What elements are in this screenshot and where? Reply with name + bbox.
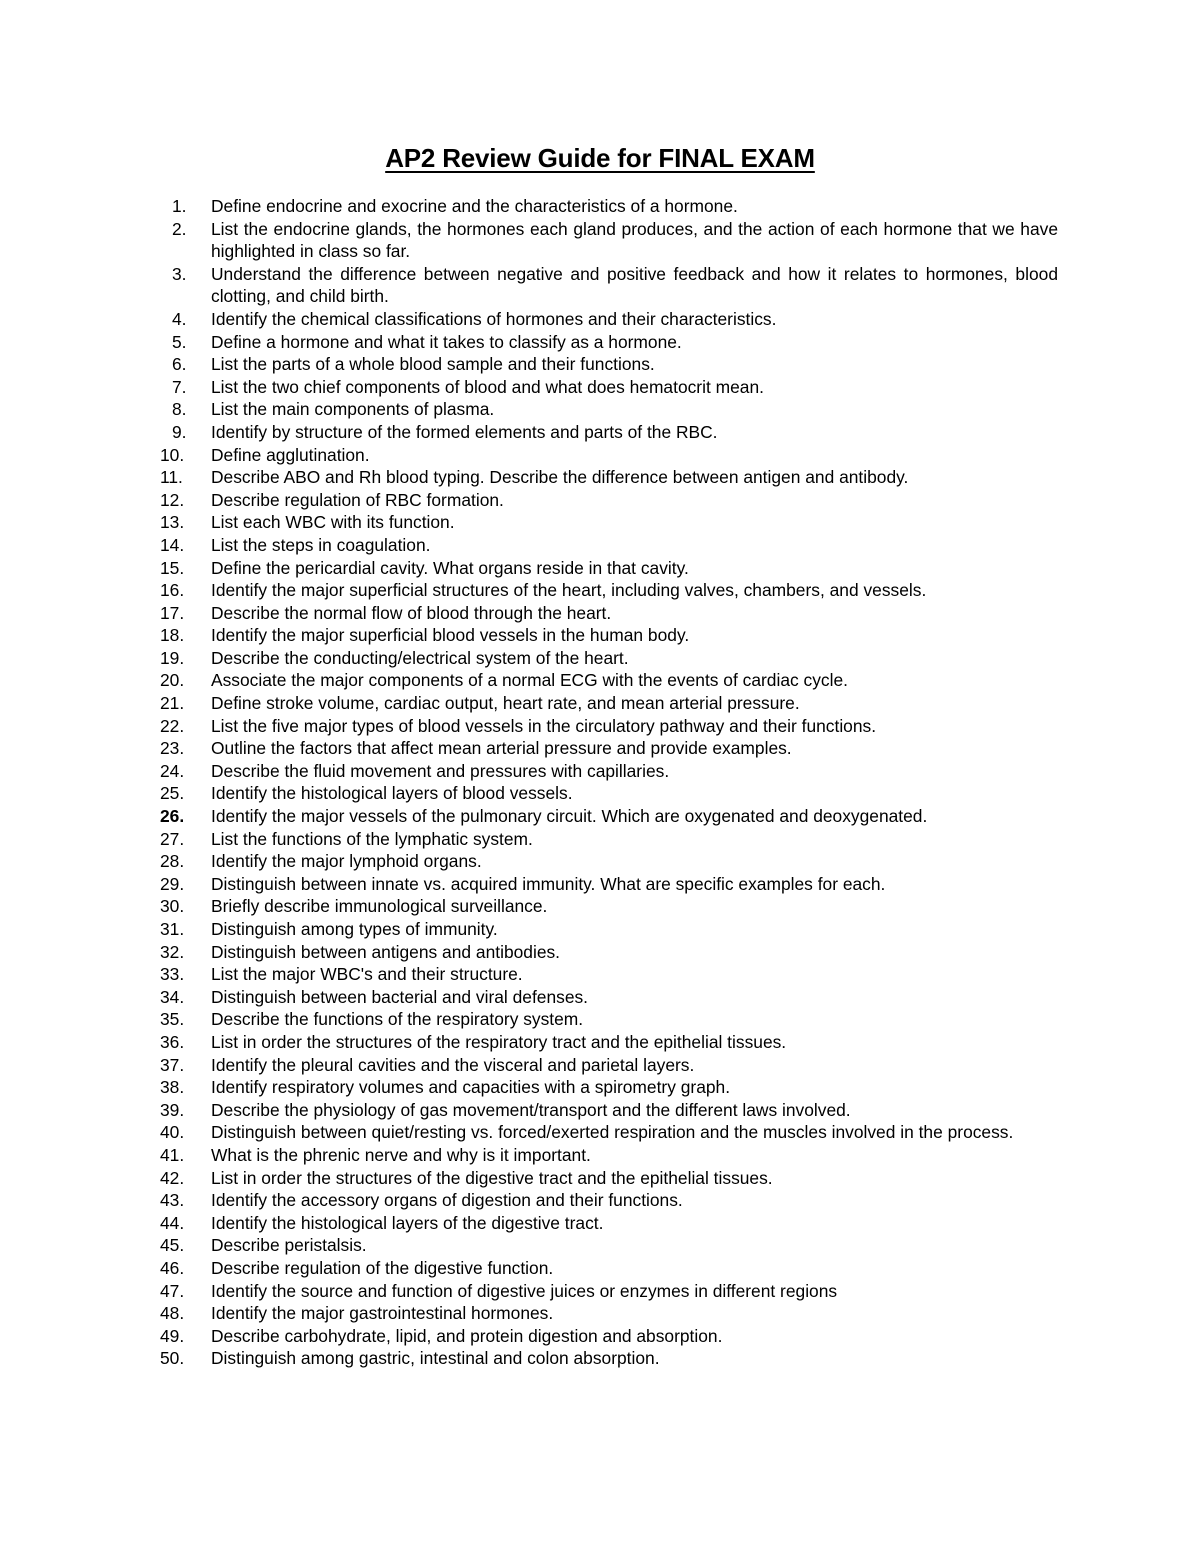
- list-item: [160, 195, 1058, 218]
- item-text: Identify the major superficial structures of the heart, including valves, chambers, and vessels.: [211, 580, 927, 601]
- list-item: [160, 737, 1058, 760]
- list-item: [160, 218, 1058, 263]
- item-number: 17.: [160, 602, 185, 623]
- list-item: [160, 579, 1058, 602]
- item-number: 1.: [172, 196, 187, 216]
- list-item: [160, 624, 1058, 647]
- item-text: Distinguish between quiet/resting vs. forced/exerted respiration and the muscles involved in the process.: [211, 1122, 1014, 1143]
- item-number: 30.: [160, 896, 185, 917]
- list-item: [160, 466, 1058, 489]
- list-item: [160, 715, 1058, 738]
- list-item: [160, 1257, 1058, 1280]
- item-text: List in order the structures of the digestive tract and the epithelial tissues.: [211, 1167, 773, 1188]
- item-text: Define agglutination.: [211, 444, 370, 465]
- list-item: [160, 1031, 1058, 1054]
- item-number: 28.: [160, 851, 185, 872]
- item-number: 45.: [160, 1235, 185, 1256]
- list-item: [160, 353, 1058, 376]
- item-number: 47.: [160, 1280, 185, 1301]
- item-number: 12.: [160, 489, 185, 510]
- item-number: 23.: [160, 738, 185, 759]
- item-number: 22.: [160, 715, 185, 736]
- list-item: [160, 918, 1058, 941]
- item-number: 24.: [160, 760, 185, 781]
- item-text: Identify the major superficial blood vessels in the human body.: [211, 625, 690, 646]
- list-item: [160, 1144, 1058, 1167]
- list-item: [160, 1099, 1058, 1122]
- item-text: Briefly describe immunological surveillance.: [211, 896, 548, 917]
- item-number: 50.: [160, 1348, 185, 1369]
- list-item: [160, 986, 1058, 1009]
- list-item: [160, 511, 1058, 534]
- item-number: 33.: [160, 964, 185, 985]
- item-number: 46.: [160, 1257, 185, 1278]
- item-text: List the five major types of blood vessels in the circulatory pathway and their functions.: [211, 715, 877, 736]
- list-item: [160, 557, 1058, 580]
- list-item: [160, 963, 1058, 986]
- item-number: 9.: [172, 421, 187, 442]
- item-number: 20.: [160, 670, 185, 691]
- item-text: Define the pericardial cavity. What organs reside in that cavity.: [211, 557, 689, 578]
- item-number: 4.: [172, 308, 187, 329]
- item-text: Describe the fluid movement and pressures with capillaries.: [211, 760, 670, 781]
- item-number: 27.: [160, 828, 185, 849]
- item-number: 49.: [160, 1325, 185, 1346]
- list-item: [160, 1008, 1058, 1031]
- item-number: 25.: [160, 783, 185, 804]
- item-number: 38.: [160, 1077, 185, 1098]
- item-text: Identify the chemical classifications of hormones and their characteristics.: [211, 308, 777, 329]
- item-number: 5.: [172, 331, 187, 352]
- item-text: Identify the major lymphoid organs.: [211, 851, 482, 872]
- item-text: Identify the histological layers of blood vessels.: [211, 783, 573, 804]
- item-number: 16.: [160, 580, 185, 601]
- item-text: Identify by structure of the formed elements and parts of the RBC.: [211, 421, 718, 442]
- item-text: Distinguish between innate vs. acquired immunity. What are specific examples for each.: [211, 873, 886, 894]
- item-number: 26.: [160, 806, 185, 827]
- list-item: [160, 263, 1058, 308]
- list-item: [160, 308, 1058, 331]
- item-text: Identify respiratory volumes and capacities with a spirometry graph.: [211, 1077, 731, 1098]
- item-number: 2.: [172, 218, 187, 239]
- item-number: 40.: [160, 1122, 185, 1143]
- list-item: [160, 760, 1058, 783]
- item-text: List the endocrine glands, the hormones each gland produces, and the action of each hormone that we have highlighted in class so far.: [211, 218, 1058, 262]
- item-number: 11.: [160, 467, 183, 488]
- item-number: 15.: [160, 557, 185, 578]
- list-item: [160, 647, 1058, 670]
- item-number: 19.: [160, 647, 185, 668]
- item-text: Distinguish between bacterial and viral defenses.: [211, 986, 589, 1007]
- list-item: [160, 1212, 1058, 1235]
- item-text: List the steps in coagulation.: [211, 534, 431, 555]
- item-number: 41.: [160, 1144, 185, 1165]
- list-item: [160, 1280, 1058, 1303]
- item-text: Identify the source and function of digestive juices or enzymes in different regions: [211, 1280, 838, 1301]
- item-number: 13.: [160, 512, 185, 533]
- item-number: 6.: [172, 354, 187, 375]
- item-text: List each WBC with its function.: [211, 512, 455, 533]
- item-text: Identify the accessory organs of digestion and their functions.: [211, 1190, 683, 1211]
- item-text: Distinguish among types of immunity.: [211, 919, 498, 939]
- item-text: Identify the major gastrointestinal hormones.: [211, 1303, 554, 1324]
- list-item: [160, 331, 1058, 354]
- item-number: 8.: [172, 399, 187, 420]
- item-text: Describe the normal flow of blood through the heart.: [211, 602, 612, 623]
- item-text: List the two chief components of blood and what does hematocrit mean.: [211, 376, 764, 397]
- item-number: 48.: [160, 1303, 185, 1324]
- list-item: [160, 398, 1058, 421]
- item-text: List in order the structures of the respiratory tract and the epithelial tissues.: [211, 1031, 787, 1052]
- item-text: Describe regulation of RBC formation.: [211, 489, 504, 510]
- item-text: Describe the functions of the respiratory system.: [211, 1009, 584, 1030]
- item-text: Describe regulation of the digestive function.: [211, 1257, 554, 1278]
- item-number: 42.: [160, 1167, 185, 1188]
- list-item: [160, 1189, 1058, 1212]
- item-text: Describe peristalsis.: [211, 1235, 367, 1256]
- list-item: [160, 376, 1058, 399]
- item-text: Identify the major vessels of the pulmonary circuit. Which are oxygenated and deoxygenated.: [211, 806, 928, 827]
- item-text: Identify the pleural cavities and the visceral and parietal layers.: [211, 1054, 695, 1075]
- list-item: [160, 1054, 1058, 1077]
- list-item: [160, 895, 1058, 918]
- item-number: 35.: [160, 1009, 185, 1030]
- list-item: [160, 1325, 1058, 1348]
- item-text: List the functions of the lymphatic system.: [211, 828, 533, 849]
- item-text: List the major WBC's and their structure.: [211, 964, 523, 985]
- list-item: [160, 1076, 1058, 1099]
- item-text: Describe the conducting/electrical system of the heart.: [211, 647, 629, 668]
- item-number: 14.: [160, 534, 185, 555]
- item-number: 36.: [160, 1031, 185, 1052]
- item-number: 18.: [160, 625, 185, 646]
- item-text: Describe carbohydrate, lipid, and protein digestion and absorption.: [211, 1325, 723, 1346]
- item-text: List the main components of plasma.: [211, 399, 495, 420]
- item-number: 43.: [160, 1190, 185, 1211]
- list-item: [160, 1347, 1058, 1370]
- list-item: [160, 1121, 1058, 1144]
- item-text: Associate the major components of a normal ECG with the events of cardiac cycle.: [211, 670, 848, 691]
- item-number: 29.: [160, 873, 185, 894]
- list-item: [160, 782, 1058, 805]
- list-item: [160, 1234, 1058, 1257]
- list-item: [160, 805, 1058, 828]
- review-question-list: [160, 195, 1058, 1370]
- item-text: Identify the histological layers of the digestive tract.: [211, 1212, 604, 1233]
- list-item: [160, 1167, 1058, 1190]
- item-text: Define endocrine and exocrine and the characteristics of a hormone.: [211, 196, 738, 216]
- item-text: Outline the factors that affect mean arterial pressure and provide examples.: [211, 738, 792, 759]
- item-text: Describe ABO and Rh blood typing. Describe the difference between antigen and antibody.: [211, 467, 909, 488]
- item-text: Distinguish among gastric, intestinal and colon absorption.: [211, 1348, 660, 1369]
- item-text: List the parts of a whole blood sample and their functions.: [211, 354, 655, 375]
- item-text: Define stroke volume, cardiac output, heart rate, and mean arterial pressure.: [211, 693, 800, 714]
- page-title: AP2 Review Guide for FINAL EXAM: [385, 143, 815, 173]
- list-item: [160, 602, 1058, 625]
- item-number: 37.: [160, 1054, 185, 1075]
- item-text: Define a hormone and what it takes to classify as a hormone.: [211, 331, 682, 352]
- list-item: [160, 828, 1058, 851]
- list-item: [160, 941, 1058, 964]
- list-item: [160, 669, 1058, 692]
- item-number: 7.: [172, 376, 187, 397]
- item-text: Understand the difference between negative and positive feedback and how it relates to hormones, blood clotting, and child birth.: [211, 263, 1058, 307]
- item-number: 32.: [160, 941, 185, 962]
- list-item: [160, 489, 1058, 512]
- list-item: [160, 873, 1058, 896]
- list-item: [160, 534, 1058, 557]
- item-number: 34.: [160, 986, 185, 1007]
- item-text: Describe the physiology of gas movement/transport and the different laws involved.: [211, 1099, 851, 1120]
- item-number: 39.: [160, 1099, 185, 1120]
- item-number: 31.: [160, 919, 185, 939]
- item-number: 3.: [172, 263, 187, 284]
- list-item: [160, 692, 1058, 715]
- list-item: [160, 850, 1058, 873]
- item-text: What is the phrenic nerve and why is it important.: [211, 1144, 591, 1165]
- list-item: [160, 421, 1058, 444]
- item-number: 10.: [160, 444, 185, 465]
- list-item: [160, 444, 1058, 467]
- item-text: Distinguish between antigens and antibodies.: [211, 941, 561, 962]
- item-number: 21.: [160, 693, 185, 714]
- item-number: 44.: [160, 1212, 185, 1233]
- list-item: [160, 1302, 1058, 1325]
